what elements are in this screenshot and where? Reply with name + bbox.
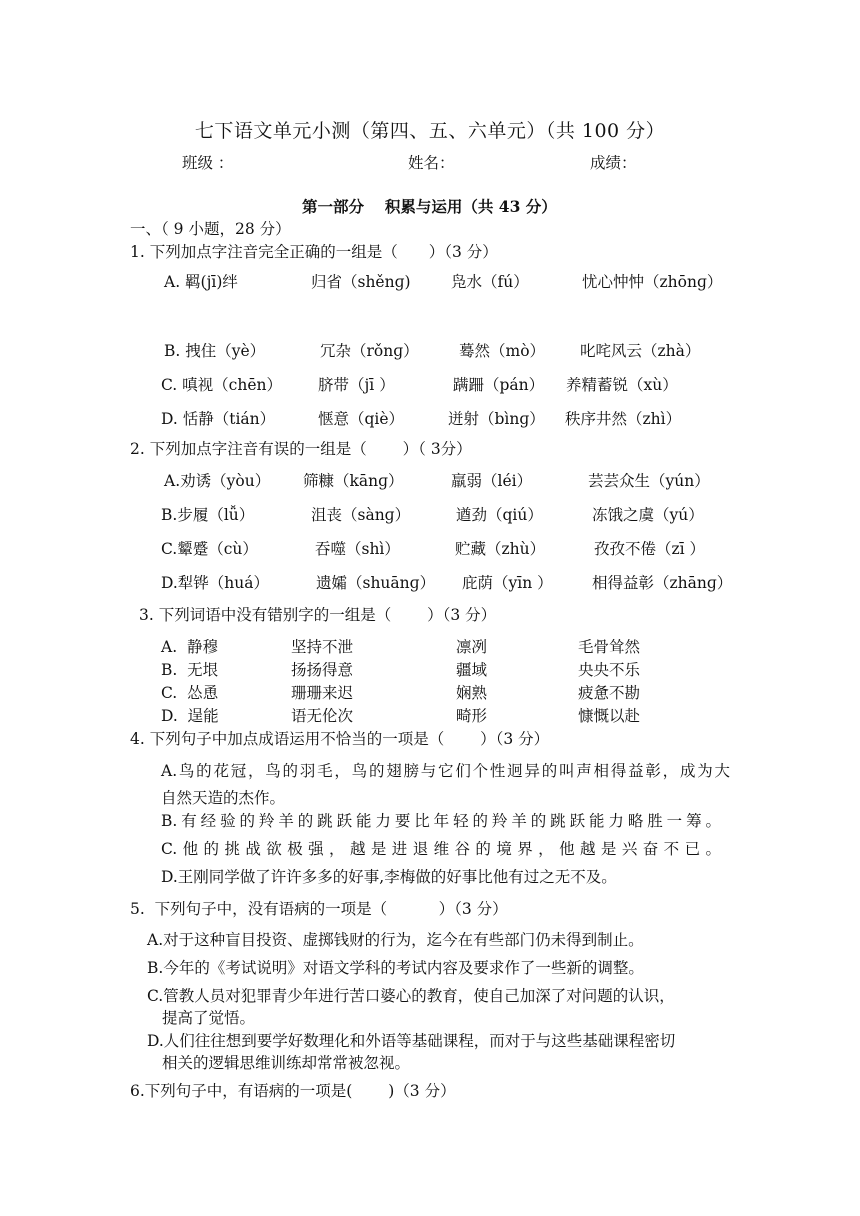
q1-option-cell: D. 恬静（tián） xyxy=(161,410,276,428)
q1-option-cell: 冗杂（rǒnɡ） xyxy=(320,342,419,360)
q4-option-d: D.王刚同学做了许许多多的好事,李梅做的好事比他有过之无不及。 xyxy=(161,868,617,886)
q1-option-cell: 蓦然（mò） xyxy=(459,342,546,360)
score-label: 成绩： xyxy=(590,154,637,172)
q5-option-c-cont: 提高了觉悟。 xyxy=(162,1009,256,1027)
q2-option-cell: 孜孜不倦（zī ） xyxy=(594,540,706,558)
q2-option-cell: 筛糠（kānɡ） xyxy=(303,472,404,490)
q1-option-cell: 叱咤风云（zhà） xyxy=(580,342,701,360)
q4-option-a-cont: 自然天造的杰作。 xyxy=(161,789,286,807)
q1-option-cell: C. 嗔视（chēn） xyxy=(161,376,282,394)
q1-option-cell: 迸射（bìnɡ） xyxy=(448,410,545,428)
q1-option-cell: A. 羁(jī)绊 xyxy=(164,273,238,291)
q2-option-cell: 吞噬（shì） xyxy=(315,540,400,558)
q3-option-cell: B. 无垠 xyxy=(161,661,219,679)
q1-option-cell: B. 拽住（yè） xyxy=(164,342,266,360)
q3-option-cell: 畸形 xyxy=(456,707,488,725)
q3-option-cell: 央央不乐 xyxy=(578,661,641,679)
q5-option-c: C.管教人员对犯罪青少年进行苦口婆心的教育，使自己加深了对问题的认识， xyxy=(147,987,675,1005)
name-label: 姓名： xyxy=(408,154,455,172)
q4-option-a: A.鸟的花冠，鸟的羽毛，鸟的翅膀与它们个性迥异的叫声相得益彰，成为大 xyxy=(161,762,730,780)
q3-option-cell: 珊珊来迟 xyxy=(291,684,354,702)
q5-option-d-cont: 相关的逻辑思维训练却常常被忽视。 xyxy=(162,1054,411,1072)
q1-option-cell: 凫水（fú） xyxy=(451,273,529,291)
q3-option-cell: 慷慨以赴 xyxy=(578,707,641,725)
q2-option-cell: 冻饿之虞（yú） xyxy=(592,506,704,524)
q3-option-cell: 疲惫不勘 xyxy=(578,684,641,702)
q1-option-cell: 养精蓄锐（xù） xyxy=(566,376,678,394)
section-heading: 一、（ 9 小题，28 分） xyxy=(130,220,291,238)
q2-option-cell: B.步履（lǚ） xyxy=(161,506,255,524)
q4-option-c: C.他的挑战欲极强，越是进退维谷的境界，他越是兴奋不已。 xyxy=(161,840,721,858)
class-label: 班级 ： xyxy=(182,154,234,172)
q2-option-cell: 庇荫（yīn ） xyxy=(462,574,553,592)
q5-option-b: B.今年的《考试说明》对语文学科的考试内容及要求作了一些新的调整。 xyxy=(147,959,644,977)
q3-option-cell: 坚持不泄 xyxy=(291,638,354,656)
q4-option-b: B.有经验的羚羊的跳跃能力要比年轻的羚羊的跳跃能力略胜一筹。 xyxy=(161,812,721,830)
q1-option-cell: 归省（shěnɡ) xyxy=(311,273,411,291)
q3-option-cell: 娴熟 xyxy=(456,684,488,702)
q2-option-cell: 芸芸众生（yún） xyxy=(588,472,710,490)
q3-option-cell: 语无伦次 xyxy=(291,707,354,725)
q1-option-cell: 蹒跚（pán） xyxy=(453,376,545,394)
q2-option-cell: 沮丧（sànɡ） xyxy=(311,506,411,524)
q3-option-cell: 扬扬得意 xyxy=(291,661,354,679)
q4-stem: 4. 下列句子中加点成语运用不恰当的一项是（ ）（3 分） xyxy=(130,730,550,748)
q2-option-cell: 遒劲（qiú） xyxy=(456,506,543,524)
q3-option-cell: 毛骨耸然 xyxy=(578,638,641,656)
q2-option-cell: C.颦蹙（cù） xyxy=(161,540,258,558)
q5-option-a: A.对于这种盲目投资、虚掷钱财的行为，迄今在有些部门仍未得到制止。 xyxy=(147,931,644,949)
q2-option-cell: D.犁铧（huá） xyxy=(161,574,270,592)
q2-stem: 2. 下列加点字注音有误的一组是（ ）（ 3分） xyxy=(130,440,472,458)
q1-option-cell: 脐带（jī ） xyxy=(318,376,395,394)
q1-option-cell: 秩序井然（zhì） xyxy=(565,410,682,428)
q1-option-cell: 忧心忡忡（zhōnɡ） xyxy=(582,273,723,291)
q2-option-cell: 贮藏（zhù） xyxy=(455,540,546,558)
q3-option-cell: 凛冽 xyxy=(456,638,488,656)
q5-stem: 5. 下列句子中，没有语病的一项是（ ）（3 分） xyxy=(130,900,508,918)
q3-option-cell: 疆域 xyxy=(456,661,488,679)
q3-option-cell: D. 逞能 xyxy=(161,707,219,725)
q2-option-cell: 遗孀（shuānɡ） xyxy=(316,574,436,592)
q2-option-cell: 相得益彰（zhānɡ） xyxy=(592,574,733,592)
q6-stem: 6.下列句子中，有语病的一项是( )（3 分） xyxy=(130,1082,456,1100)
q3-option-cell: A. 静穆 xyxy=(161,638,218,656)
q3-option-cell: C. 怂恿 xyxy=(161,684,219,702)
page-title: 七下语文单元小测（第四、五、六单元）（共 100 分） xyxy=(194,120,666,142)
q2-option-cell: A.劝诱（yòu） xyxy=(164,472,271,490)
q1-stem: 1. 下列加点字注音完全正确的一组是（ ）（3 分） xyxy=(130,243,498,261)
part-heading: 第一部分 积累与运用（共 43 分） xyxy=(302,197,557,216)
q1-option-cell: 惬意（qiè） xyxy=(318,410,405,428)
q5-option-d: D.人们往往想到要学好数理化和外语等基础课程，而对于与这些基础课程密切 xyxy=(147,1032,676,1050)
q2-option-cell: 羸弱（léi） xyxy=(451,472,533,490)
q3-stem: 3. 下列词语中没有错别字的一组是（ ）（3 分） xyxy=(139,606,497,624)
